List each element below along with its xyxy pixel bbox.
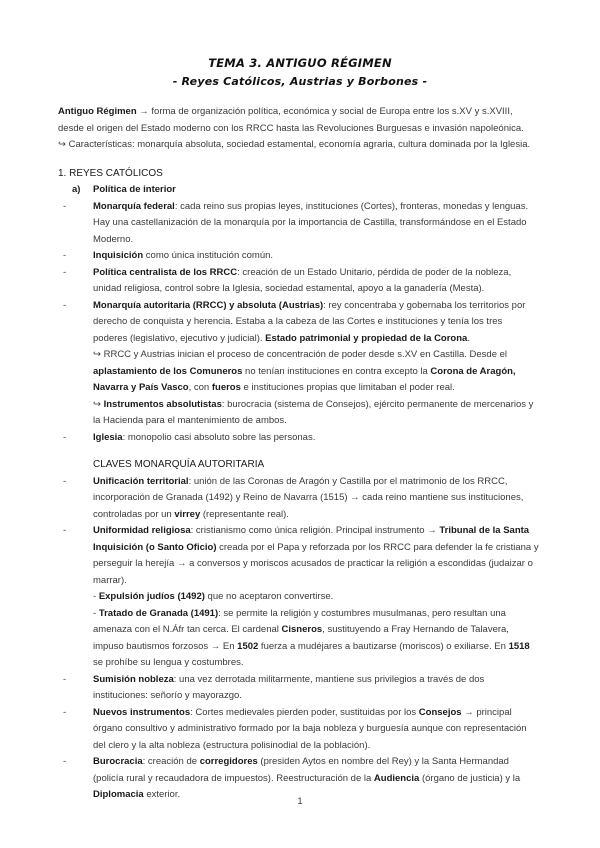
text-line bbox=[93, 589, 558, 606]
bold-text: Unificación territorial bbox=[93, 475, 189, 487]
text: como única institución común. bbox=[143, 250, 274, 261]
text: : se permite la religión y costumbres musulmanas, pero resultan una bbox=[218, 607, 506, 619]
text: órgano consultivo y administrativo formado por la baja nobleza y burguesía aunque con representación bbox=[93, 723, 527, 734]
text-line bbox=[93, 413, 558, 430]
text-line bbox=[93, 721, 558, 738]
bold-text: Diplomacia bbox=[93, 789, 144, 800]
text: : creación de un Estado Unitario, pérdida de poder de la nobleza, bbox=[237, 266, 512, 278]
text: : Cortes medievales pierden poder, sustituidas por los bbox=[190, 706, 419, 718]
text: Hay una castellanización de la monarquía por la importancia de Castilla, transformándose en el Estado bbox=[93, 217, 527, 228]
text: (representante real). bbox=[200, 508, 289, 520]
text: que no aceptaron convertirse. bbox=[204, 591, 334, 602]
text-line bbox=[93, 639, 558, 656]
bold-text: Instrumentos absolutistas bbox=[103, 398, 222, 410]
text-line bbox=[93, 281, 558, 298]
text: . bbox=[467, 332, 470, 344]
text: : cada reino sus propias leyes, instituciones (Cortes), fronteras, monedas y lenguas. bbox=[174, 200, 529, 212]
bold-text: Política centralista de los RRCC bbox=[93, 266, 238, 278]
text: - bbox=[93, 607, 99, 619]
bold-text: Navarra y País Vasco bbox=[93, 382, 189, 393]
document-subtitle: - Reyes Católicos, Austrias y Borbones - bbox=[172, 75, 428, 88]
bold-text: fueros bbox=[211, 382, 241, 393]
text: (policía rural y recaudadora de impuestos). Reestructuración de la bbox=[93, 772, 374, 784]
text-line bbox=[93, 622, 558, 639]
list-item bbox=[58, 430, 558, 447]
text-line bbox=[93, 215, 558, 232]
bold-text: Inquisición (o Santo Oficio) bbox=[93, 541, 217, 553]
bullet-dash: - bbox=[63, 756, 67, 767]
list-item bbox=[58, 298, 558, 430]
list-item bbox=[58, 705, 558, 755]
bold-text: Corona de Aragón, bbox=[430, 365, 516, 377]
bullet-dash: - bbox=[63, 525, 67, 536]
bold-text: Nuevos instrumentos bbox=[93, 706, 191, 718]
bold-text: Tratado de Granada (1491) bbox=[98, 607, 219, 619]
text-line bbox=[93, 265, 558, 282]
text: no tenían instituciones en contra excepto la bbox=[242, 365, 431, 377]
text: ↪ RRCC y Austrias inician el proceso de concentración de poder desde s.XV en Castilla. Desde el bbox=[93, 349, 508, 360]
text: fuerza a mudéjares a bautizarse (moriscos) o exiliarse. En bbox=[258, 640, 509, 652]
bold-text: Sumisión nobleza bbox=[93, 673, 174, 685]
text: (presiden Aytos en nombre del Rey) y la Santa Hermandad bbox=[257, 756, 509, 767]
text-line bbox=[58, 121, 558, 138]
bullet-dash: - bbox=[63, 673, 67, 685]
text-line bbox=[93, 430, 558, 447]
text-line bbox=[93, 606, 558, 623]
text: , sustituyendo a Fray Hernando de Talavera, bbox=[322, 624, 509, 635]
bold-text: Tribunal de la Santa bbox=[439, 525, 530, 536]
text: : rey concentraba y gobernaba los territorios por bbox=[323, 299, 526, 311]
text-line bbox=[93, 380, 558, 397]
text: : cristianismo como única religión. Principal instrumento → bbox=[190, 525, 440, 536]
text: marrar). bbox=[93, 574, 127, 586]
text: e instituciones propias que limitaban el poder real. bbox=[240, 382, 455, 393]
text-line bbox=[93, 474, 558, 491]
text: (órgano de justicia) y la bbox=[419, 772, 521, 784]
text: derecho de conquista y herencia. Estaba a la cabeza de las Cortes e instituciones y tenía los tres bbox=[93, 316, 503, 327]
bold-text: Estado patrimonial y propiedad de la Corona bbox=[265, 332, 468, 344]
text-line bbox=[93, 523, 558, 540]
text-line bbox=[93, 364, 558, 381]
bullet-dash: - bbox=[63, 475, 67, 487]
text: → principal bbox=[461, 706, 512, 718]
text: Moderno. bbox=[93, 233, 134, 245]
bold-text: Consejos bbox=[418, 706, 462, 718]
text-line bbox=[93, 397, 558, 414]
text-line bbox=[93, 573, 558, 590]
bold-text: Iglesia bbox=[93, 431, 123, 443]
list-item bbox=[58, 474, 558, 524]
text-line bbox=[58, 137, 558, 154]
bold-text: Expulsión judíos (1492) bbox=[98, 591, 205, 602]
intro-paragraph bbox=[58, 104, 558, 154]
text: del clero y la alta nobleza (estructura polisinodial de la población). bbox=[93, 739, 371, 751]
list-item bbox=[58, 248, 558, 265]
section-heading: 1. REYES CATÓLICOS bbox=[58, 167, 163, 179]
text-line bbox=[93, 314, 558, 331]
text-line bbox=[93, 248, 558, 265]
text: ↪ Características: monarquía absoluta, sociedad estamental, economía agraria, cultura dominada por la Iglesia. bbox=[58, 139, 531, 150]
claves-list bbox=[58, 474, 558, 804]
text: desde el origen del Estado moderno con los RRCC hasta las Revoluciones Burguesas e invasión napoleónica. bbox=[58, 122, 524, 134]
text: instituciones: señorío y mayorazgo. bbox=[93, 690, 242, 701]
bullet-dash: - bbox=[63, 706, 67, 718]
bullet-dash: - bbox=[63, 299, 67, 311]
text: se prohíbe su lengua y costumbres. bbox=[93, 657, 244, 668]
list-item bbox=[58, 265, 558, 298]
text: : una vez derrotada militarmente, mantiene sus privilegios a través de dos bbox=[173, 673, 485, 685]
bold-text: Antiguo Régimen bbox=[58, 106, 137, 117]
bullet-dash: - bbox=[63, 200, 67, 212]
claves-heading: CLAVES MONARQUÍA AUTORITARIA bbox=[93, 459, 265, 470]
interior-policy-list bbox=[58, 199, 558, 447]
text-line bbox=[93, 754, 558, 771]
subsection-heading bbox=[58, 182, 558, 199]
text-line bbox=[93, 490, 558, 507]
text: - bbox=[93, 591, 99, 602]
bold-text: Monarquía autoritaria (RRCC) y absoluta (Austrias) bbox=[93, 299, 324, 311]
text-line bbox=[93, 540, 558, 557]
text-line bbox=[93, 347, 558, 364]
text-line bbox=[93, 655, 558, 672]
text: impuso bautismos forzosos → En bbox=[93, 640, 238, 652]
text-line bbox=[93, 507, 558, 524]
text: controladas por un bbox=[93, 508, 175, 520]
bold-text: Cisneros bbox=[281, 624, 323, 635]
text: poderes (legislativo, ejecutivo y judicial). bbox=[93, 332, 266, 344]
text-line bbox=[93, 672, 558, 689]
page-number: 1 bbox=[297, 796, 303, 807]
text-line bbox=[93, 232, 558, 249]
text: : creación de bbox=[142, 756, 200, 767]
text: amenaza con el N.Áfr tan cerca. El cardenal bbox=[93, 624, 282, 635]
text: ↪ bbox=[93, 398, 104, 410]
text-line bbox=[93, 331, 558, 348]
bold-text: 1518 bbox=[508, 640, 530, 652]
text: perseguir la herejía → a conversos y moriscos acusados de practicar la religión a escondidas (judaizar o bbox=[93, 558, 533, 569]
text-line bbox=[93, 556, 558, 573]
bold-text: Uniformidad religiosa bbox=[93, 525, 191, 536]
bold-text: Audiencia bbox=[373, 772, 420, 784]
text: → forma de organización política, económica y social de Europa entre los s.XV y s.XVIII, bbox=[136, 106, 513, 117]
list-item bbox=[58, 523, 558, 672]
bold-text: virrey bbox=[174, 508, 201, 520]
list-item bbox=[58, 199, 558, 249]
text-line bbox=[93, 771, 558, 788]
bullet-dash: - bbox=[63, 250, 67, 261]
text-line bbox=[93, 199, 558, 216]
text-line bbox=[93, 705, 558, 722]
bold-text: corregidores bbox=[199, 756, 258, 767]
bold-text: Inquisición bbox=[93, 250, 144, 261]
bold-text: Burocracia bbox=[93, 756, 143, 767]
text-line bbox=[93, 688, 558, 705]
subsection-title: Política de interior bbox=[93, 184, 176, 195]
bold-text: 1502 bbox=[237, 640, 259, 652]
document-body bbox=[58, 104, 558, 804]
text: : burocracia (sistema de Consejos), ejército permanente de mercenarios y bbox=[221, 398, 534, 410]
subsection-label: a) bbox=[72, 184, 81, 195]
text: exterior. bbox=[143, 789, 181, 800]
bold-text: Monarquía federal bbox=[93, 200, 175, 212]
text-line bbox=[93, 298, 558, 315]
list-item bbox=[58, 672, 558, 705]
text: , con bbox=[188, 382, 212, 393]
bullet-dash: - bbox=[63, 266, 67, 278]
text: incorporación de Granada (1492) y Reino de Navarra (1515) → cada reino mantiene sus instituciones, bbox=[93, 492, 524, 503]
bullet-dash: - bbox=[63, 431, 67, 443]
document-title: TEMA 3. ANTIGUO RÉGIMEN bbox=[208, 56, 392, 70]
text: unidad religiosa, control sobre la Iglesia, sociedad estamental, apoyo a la ganadería (Mesta). bbox=[93, 283, 485, 294]
bold-text: aplastamiento de los Comuneros bbox=[93, 365, 243, 377]
text: : monopolio casi absoluto sobre las personas. bbox=[122, 431, 316, 443]
text-line bbox=[93, 738, 558, 755]
text: : unión de las Coronas de Aragón y Castilla por el matrimonio de los RRCC, bbox=[188, 475, 508, 487]
text-line bbox=[58, 104, 558, 121]
text: la Hacienda para el mantenimiento de ambos. bbox=[93, 415, 287, 426]
text: creada por el Papa y reforzada por los RRCC para defender la fe cristiana y bbox=[216, 541, 539, 553]
